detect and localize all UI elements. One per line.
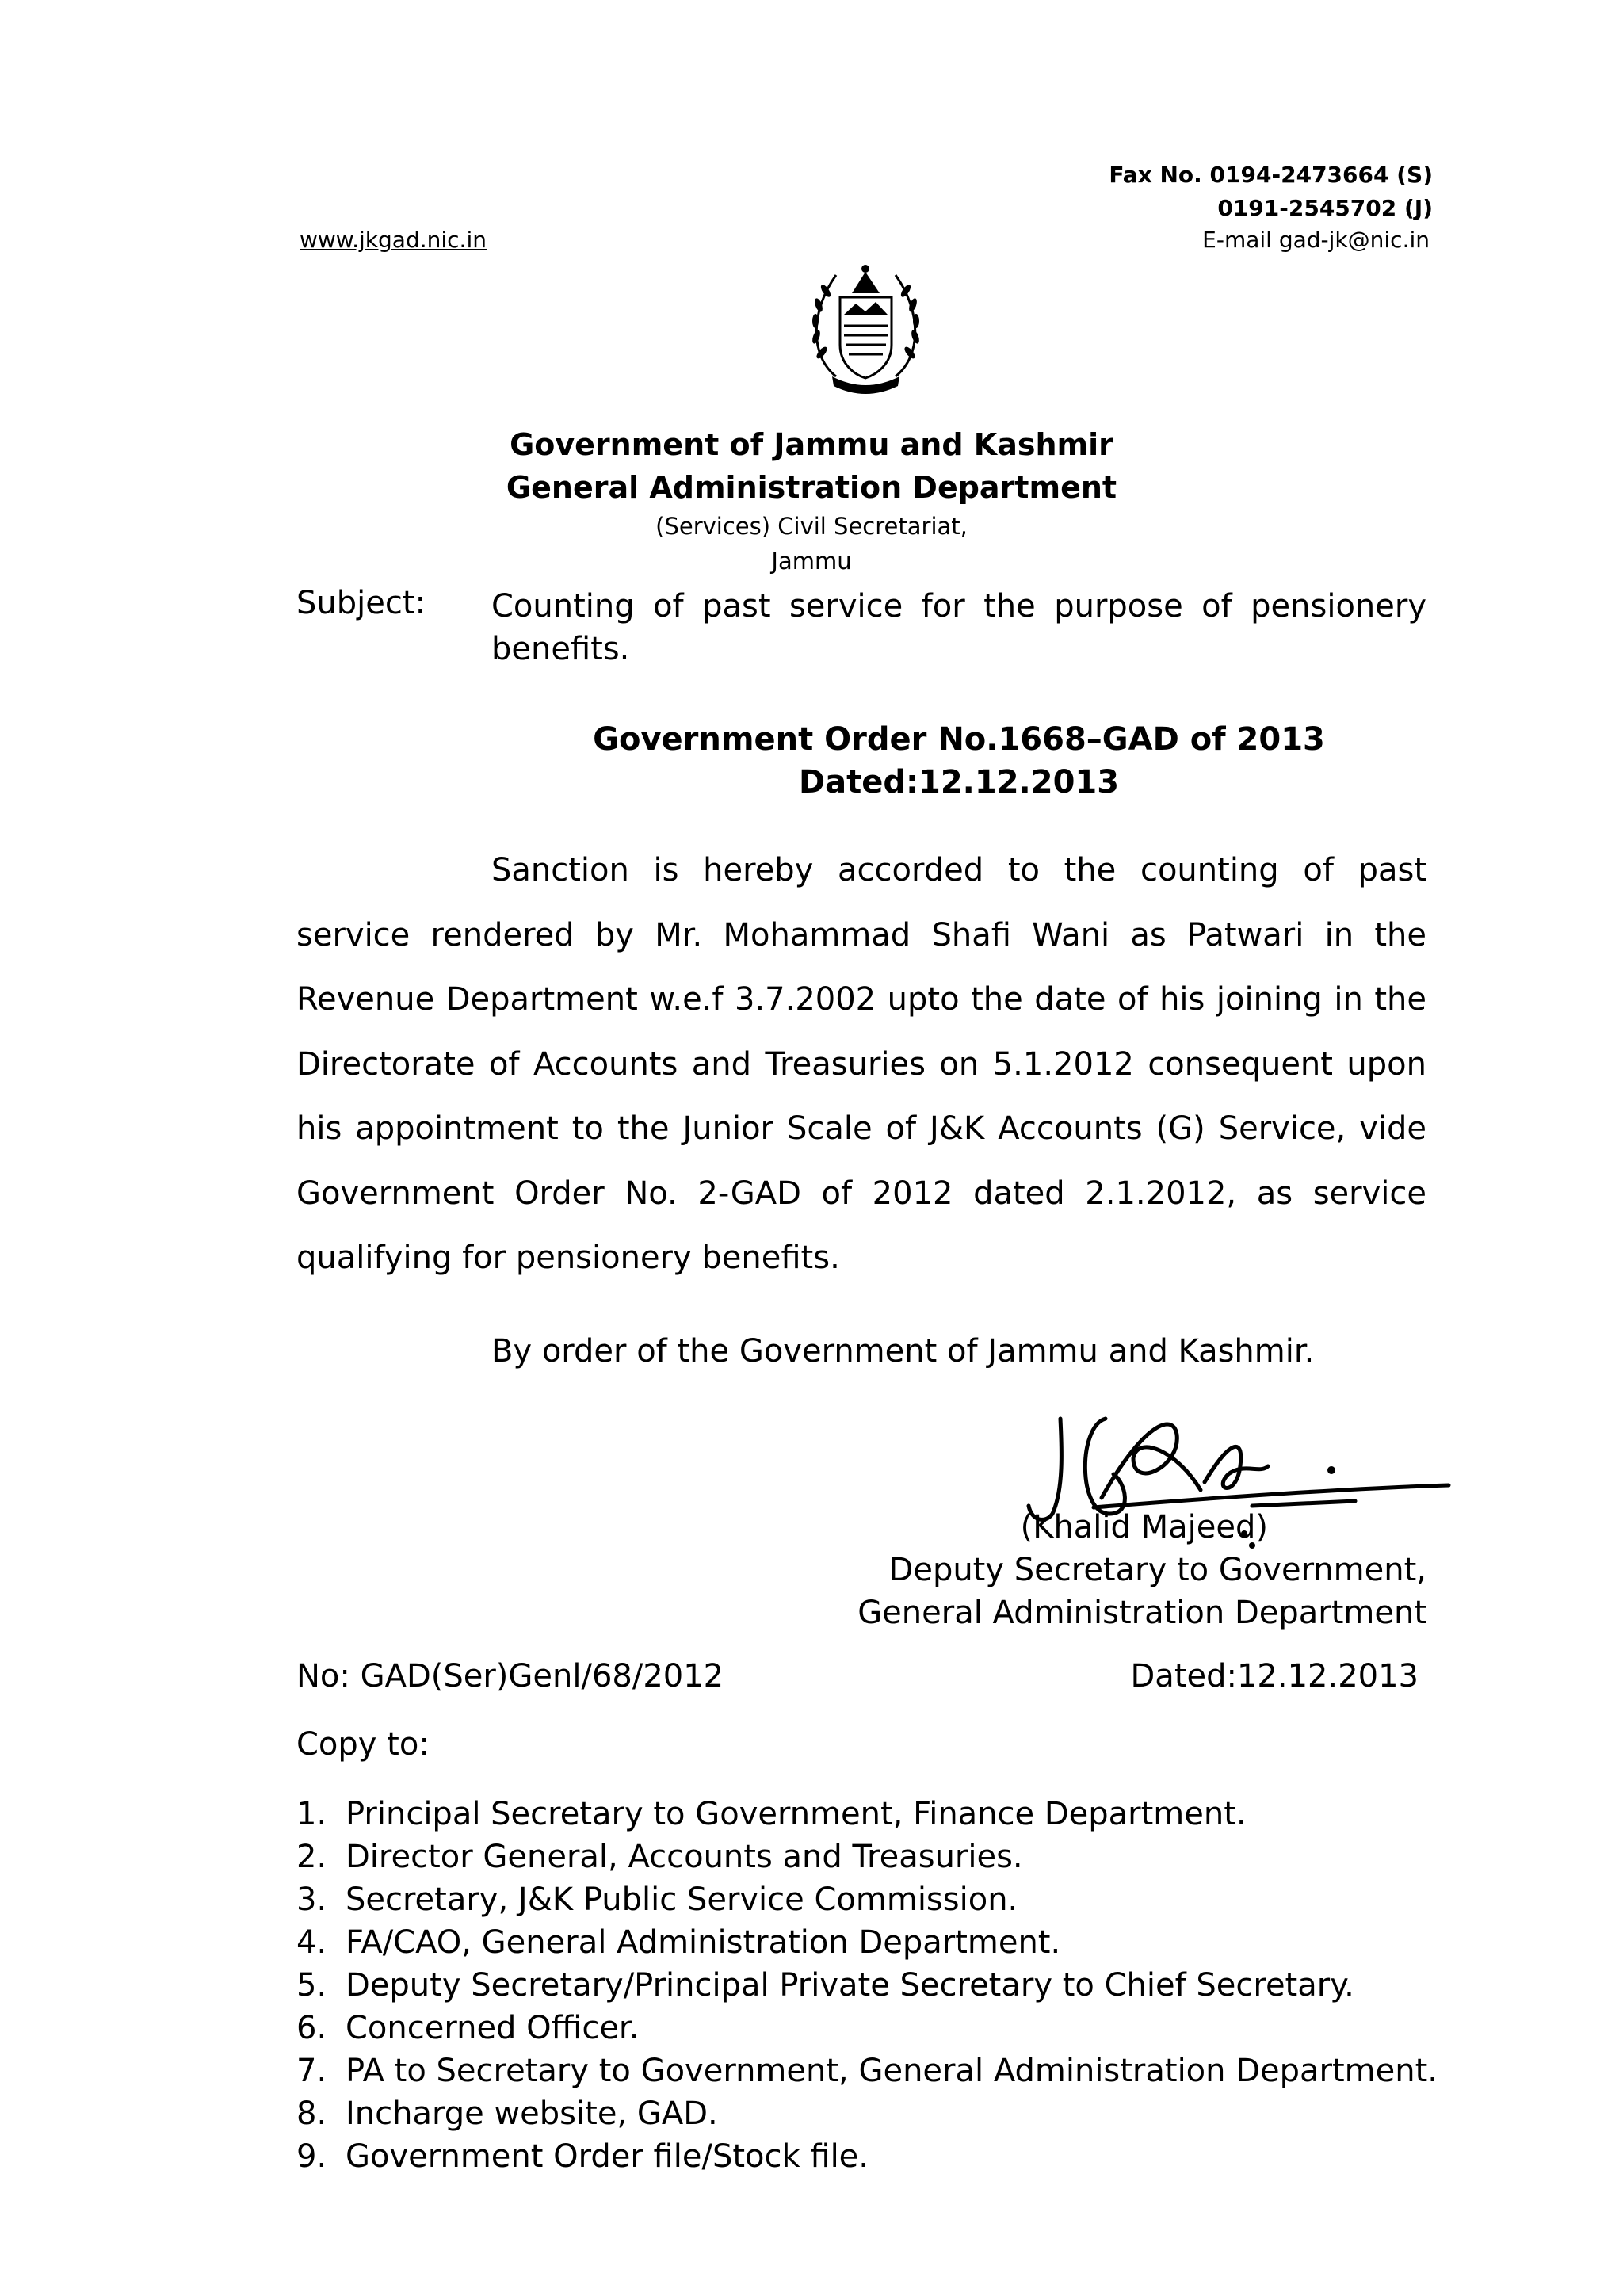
- list-item-text: Incharge website, GAD.: [346, 2095, 718, 2132]
- signatory-department: General Administration Department: [857, 1595, 1426, 1631]
- list-item-text: Principal Secretary to Government, Finance Department.: [346, 1796, 1247, 1832]
- list-item-text: Concerned Officer.: [346, 2010, 640, 2046]
- signatory-designation: Deputy Secretary to Government,: [888, 1552, 1426, 1588]
- fax-line-2: 0191-2545702 (J): [1217, 195, 1433, 221]
- list-item-text: Government Order file/Stock file.: [346, 2138, 869, 2175]
- copy-to-label: Copy to:: [296, 1726, 430, 1763]
- list-item-text: PA to Secretary to Government, General Administration Department.: [346, 2053, 1438, 2089]
- list-item-text: Secretary, J&K Public Service Commission.: [346, 1881, 1018, 1918]
- list-item: [296, 1964, 1438, 2007]
- list-item: [296, 2007, 1438, 2050]
- signatory-block: [857, 1506, 1426, 1634]
- order-title: [491, 718, 1426, 804]
- by-order-line: By order of the Government of Jammu and Kashmir.: [491, 1333, 1315, 1370]
- list-item-text: Director General, Accounts and Treasuries.: [346, 1839, 1023, 1875]
- list-item-number: 2.: [296, 1839, 327, 1875]
- state-emblem-icon: [804, 258, 927, 396]
- reference-date: Dated:12.12.2013: [1130, 1658, 1419, 1694]
- order-number: Government Order No.1668–GAD of 2013: [593, 721, 1325, 758]
- list-item: [296, 1793, 1438, 1836]
- office-name: (Services) Civil Secretariat,: [655, 513, 968, 540]
- signatory-name: (Khalid Majeed): [1020, 1509, 1268, 1545]
- list-item: [296, 2092, 1438, 2135]
- website-link[interactable]: www.jkgad.nic.in: [300, 227, 487, 253]
- subject-label: Subject:: [296, 585, 426, 621]
- fax-line-1: Fax No. 0194-2473664 (S): [1109, 162, 1433, 188]
- list-item-number: 9.: [296, 2138, 327, 2175]
- email-address: E-mail gad-jk@nic.in: [1202, 227, 1430, 253]
- list-item-number: 7.: [296, 2053, 327, 2089]
- fax-numbers: [1109, 159, 1433, 225]
- subject-text: Counting of past service for the purpose of pensionery benefits.: [491, 588, 1426, 667]
- list-item-number: 6.: [296, 2010, 327, 2046]
- department-name: General Administration Department: [506, 470, 1117, 505]
- list-item: [296, 1836, 1438, 1878]
- government-name: Government of Jammu and Kashmir: [510, 427, 1113, 462]
- list-item: [296, 1921, 1438, 1964]
- city-name: Jammu: [771, 548, 852, 575]
- list-item: [296, 1878, 1438, 1921]
- list-item-number: 5.: [296, 1967, 327, 2004]
- order-body-paragraph: Sanction is hereby accorded to the counting of past service rendered by Mr. Mohammad Shafi Wani as Patwari in the Revenue Department w.e.f 3.7.2002 upto the date of his joining in the Directorate of Accounts and Treasuries on 5.1.2012 consequent upon his appointment to the Junior Scale of J&K Accounts (G) Service, vide Government Order No. 2-GAD of 2012 dated 2.1.2012, as service qualifying for pensionery benefits.: [296, 852, 1426, 1276]
- list-item: [296, 2050, 1438, 2092]
- list-item-number: 8.: [296, 2095, 327, 2132]
- list-item: [296, 2135, 1438, 2178]
- list-item-number: 1.: [296, 1796, 327, 1832]
- list-item-text: Deputy Secretary/Principal Private Secretary to Chief Secretary.: [346, 1967, 1354, 2004]
- list-item-number: 3.: [296, 1881, 327, 1918]
- copy-to-list: [296, 1793, 1438, 2178]
- department-header: [0, 423, 1623, 579]
- order-date: Dated:12.12.2013: [798, 764, 1120, 800]
- list-item-number: 4.: [296, 1924, 327, 1961]
- reference-number: No: GAD(Ser)Genl/68/2012: [296, 1658, 724, 1694]
- list-item-text: FA/CAO, General Administration Department.: [346, 1924, 1061, 1961]
